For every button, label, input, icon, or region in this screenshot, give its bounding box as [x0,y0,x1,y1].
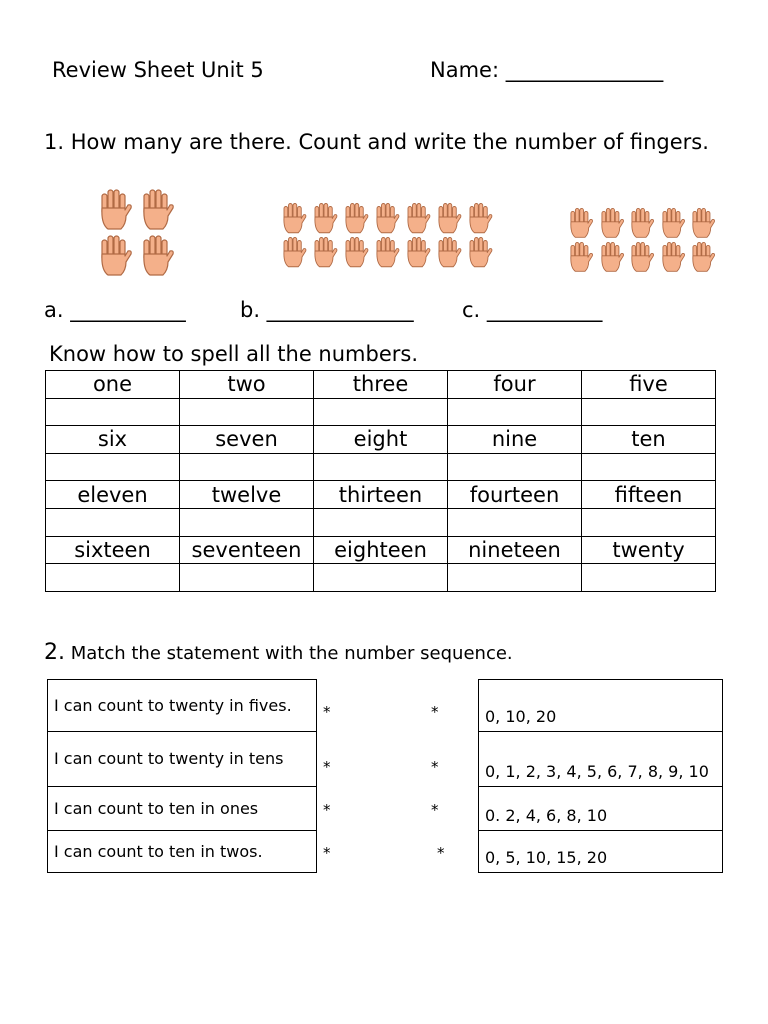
hand-icon [657,241,687,274]
hand-icon [371,202,401,235]
statements-table [47,679,317,873]
answer-blank-a[interactable]: a. ___________ [44,298,186,322]
spelling-word: fifteen [582,481,716,509]
hands-group-b [278,202,494,268]
sequence-cell: 0. 2, 4, 6, 8, 10 [479,787,723,831]
statement-cell: I can count to ten in ones [48,787,317,831]
hand-icon [309,202,339,235]
spelling-blank-cell[interactable] [46,398,180,426]
spelling-blank-cell[interactable] [314,453,448,481]
spelling-blank-cell[interactable] [448,453,582,481]
hand-icon [433,202,463,235]
answer-blank-b[interactable]: b. ______________ [240,298,414,322]
spelling-word-row [46,371,716,399]
spelling-blank-cell[interactable] [582,453,716,481]
hand-icon [278,236,308,269]
hand-icon [94,234,134,278]
spelling-word: one [46,371,180,399]
match-dot-right[interactable]: * [431,703,439,721]
hand-icon [464,202,494,235]
spelling-blank-row [46,453,716,481]
sequence-cell: 0, 5, 10, 15, 20 [479,831,723,873]
hand-icon [402,202,432,235]
spelling-blank-cell[interactable] [46,453,180,481]
spelling-word: two [180,371,314,399]
spelling-blank-cell[interactable] [180,564,314,592]
hand-icon [340,236,370,269]
spelling-blank-cell[interactable] [180,508,314,536]
spelling-blank-cell[interactable] [314,564,448,592]
spelling-blank-row [46,508,716,536]
spelling-word: fourteen [448,481,582,509]
hand-icon [596,241,626,274]
spelling-blank-cell[interactable] [314,398,448,426]
spelling-word: thirteen [314,481,448,509]
match-dot-left[interactable]: * [323,801,331,819]
spelling-word: eleven [46,481,180,509]
hand-icon [136,188,176,232]
hand-icon [464,236,494,269]
spelling-word: three [314,371,448,399]
spelling-blank-cell[interactable] [582,398,716,426]
spelling-blank-cell[interactable] [582,508,716,536]
hand-icon [94,188,134,232]
spelling-word: five [582,371,716,399]
spelling-blank-cell[interactable] [448,398,582,426]
match-dot-left[interactable]: * [323,844,331,862]
question-2-number: 2. [44,640,65,665]
hand-icon [626,207,656,240]
spelling-word: ten [582,426,716,454]
statement-cell: I can count to twenty in tens [48,732,317,787]
question-2-prompt [44,640,513,665]
sequence-cell: 0, 1, 2, 3, 4, 5, 6, 7, 8, 9, 10 [479,732,723,787]
spelling-blank-cell[interactable] [448,508,582,536]
spelling-blank-cell[interactable] [46,564,180,592]
spelling-blank-cell[interactable] [180,453,314,481]
spelling-blank-cell[interactable] [46,508,180,536]
hand-icon [136,234,176,278]
hand-icon [433,236,463,269]
spelling-word: nine [448,426,582,454]
sequence-cell: 0, 10, 20 [479,680,723,732]
spelling-word-row [46,536,716,564]
spelling-intro: Know how to spell all the numbers. [49,342,419,366]
spelling-word: six [46,426,180,454]
match-dot-right[interactable]: * [431,758,439,776]
spelling-table [45,370,716,592]
spelling-word: seventeen [180,536,314,564]
hand-icon [687,207,717,240]
question-1-prompt: 1. How many are there. Count and write the number of fingers. [44,130,709,154]
spelling-word: nineteen [448,536,582,564]
statement-cell: I can count to ten in twos. [48,831,317,873]
match-dot-left[interactable]: * [323,703,331,721]
hand-icon [596,207,626,240]
spelling-word-row [46,426,716,454]
spelling-word: seven [180,426,314,454]
spelling-blank-row [46,564,716,592]
name-field-label: Name: _______________ [430,58,664,82]
spelling-word: four [448,371,582,399]
hand-icon [309,236,339,269]
hand-icon [626,241,656,274]
spelling-word: eighteen [314,536,448,564]
hand-icon [278,202,308,235]
question-2-text: Match the statement with the number sequence. [70,643,513,664]
spelling-word: sixteen [46,536,180,564]
hands-group-a [94,188,176,274]
match-dot-right[interactable]: * [431,801,439,819]
match-dot-right[interactable]: * [437,844,445,862]
hand-icon [687,241,717,274]
spelling-word: twelve [180,481,314,509]
hand-icon [657,207,687,240]
spelling-word: twenty [582,536,716,564]
hand-icon [565,207,595,240]
hand-icon [371,236,401,269]
hand-icon [340,202,370,235]
spelling-blank-cell[interactable] [314,508,448,536]
spelling-blank-cell[interactable] [180,398,314,426]
spelling-word-row [46,481,716,509]
spelling-word: eight [314,426,448,454]
answer-blank-c[interactable]: c. ___________ [462,298,603,322]
spelling-blank-cell[interactable] [448,564,582,592]
hand-icon [565,241,595,274]
statement-cell: I can count to twenty in fives. [48,680,317,732]
hands-group-c [565,207,717,273]
hand-icon [402,236,432,269]
worksheet-title: Review Sheet Unit 5 [52,58,264,82]
spelling-blank-cell[interactable] [582,564,716,592]
match-dot-left[interactable]: * [323,758,331,776]
sequences-table [478,679,723,873]
spelling-blank-row [46,398,716,426]
